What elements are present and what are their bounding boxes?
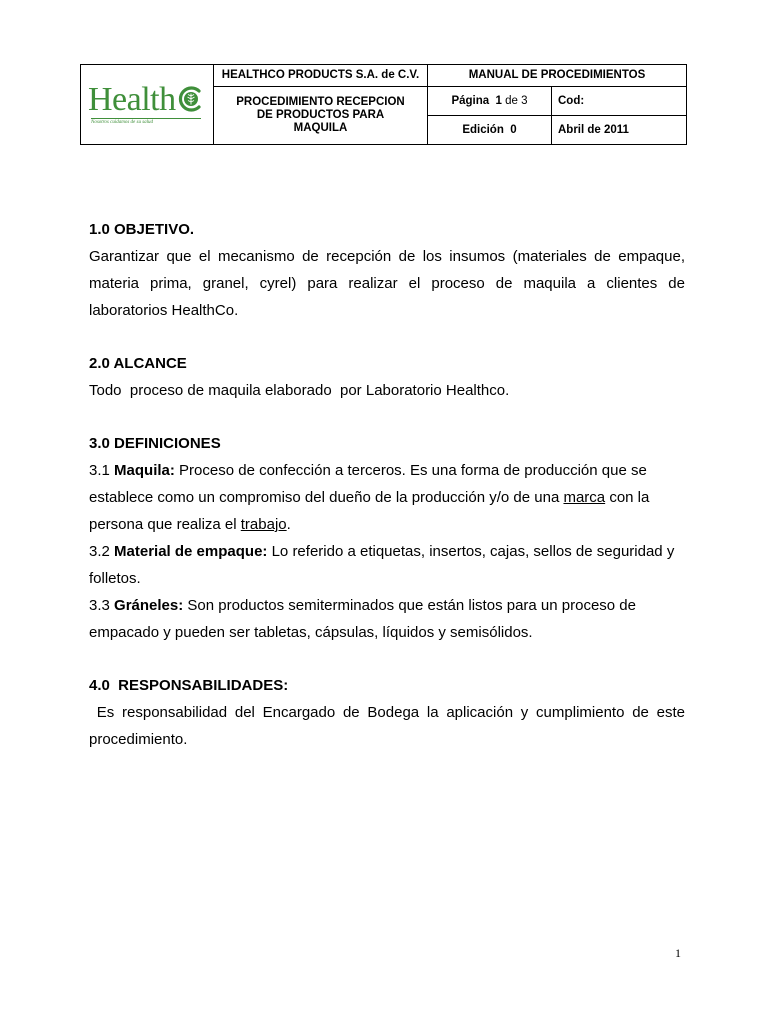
company-name: HEALTHCO PRODUCTS S.A. de C.V. bbox=[214, 65, 428, 87]
logo-cell bbox=[81, 65, 214, 145]
definition-maquila bbox=[89, 457, 685, 538]
page-total: 3 bbox=[521, 94, 528, 107]
section-heading-alcance: 2.0 ALCANCE bbox=[89, 355, 187, 372]
definition-term: Material de empaque: bbox=[114, 543, 268, 560]
procedure-title bbox=[214, 87, 428, 145]
section-text-responsabilidades: Es responsabilidad del Encargado de Bodega la aplicación y cumplimiento de este procedimiento. bbox=[89, 704, 690, 748]
page-label: Página bbox=[451, 94, 490, 107]
date-cell: Abril de 2011 bbox=[552, 116, 687, 145]
definition-text: con la persona que realiza el bbox=[89, 489, 650, 533]
definition-text: . bbox=[286, 516, 291, 533]
trabajo-link[interactable]: trabajo bbox=[240, 516, 287, 533]
definition-term: Maquila: bbox=[114, 462, 175, 479]
definition-term: Gráneles: bbox=[114, 597, 184, 614]
definition-text: Son productos semiterminados que están listos para un proceso de empacado y pueden ser tabletas, cápsulas, líquidos y semisólidos. bbox=[89, 597, 636, 641]
section-heading-responsabilidades: 4.0 RESPONSABILIDADES: bbox=[89, 677, 289, 694]
cod-cell: Cod: bbox=[552, 87, 687, 116]
page-indicator bbox=[428, 87, 552, 116]
manual-title: MANUAL DE PROCEDIMIENTOS bbox=[428, 65, 687, 87]
definition-text: Proceso de confección a terceros. Es una forma de producción que se establece como un compromiso del dueño de la producción y/o de una bbox=[89, 462, 647, 506]
definition-text: Lo referido a etiquetas, insertos, cajas, sellos de seguridad y folletos. bbox=[89, 543, 675, 587]
definition-number: 3.1 bbox=[89, 462, 115, 479]
procedure-title-line: DE PRODUCTOS PARA bbox=[256, 109, 385, 121]
document-body bbox=[89, 216, 690, 753]
leaf-c-icon bbox=[177, 85, 205, 113]
section-heading-definiciones: 3.0 DEFINICIONES bbox=[89, 435, 221, 452]
page-number: 1 bbox=[675, 946, 681, 960]
definition-number: 3.2 bbox=[89, 543, 115, 560]
procedure-title-line: MAQUILA bbox=[293, 122, 348, 134]
edition-value: 0 bbox=[510, 123, 517, 136]
logo-tagline: Nosotros cuidamos de su salud bbox=[91, 118, 201, 126]
page-current: 1 bbox=[495, 94, 502, 107]
definition-material-empaque bbox=[89, 538, 685, 592]
logo-wordmark: Health bbox=[88, 80, 176, 118]
page-of: de bbox=[505, 94, 518, 107]
section-text-alcance: Todo proceso de maquila elaborado por Laboratorio Healthco. bbox=[89, 382, 510, 399]
document-header-table bbox=[80, 64, 687, 145]
section-text-objetivo: Garantizar que el mecanismo de recepción de los insumos (materiales de empaque, materia prima, granel, cyrel) para realizar el proceso de maquila a clientes de laboratorios HealthCo. bbox=[89, 248, 685, 319]
definition-graneles bbox=[89, 592, 685, 646]
procedure-title-line: PROCEDIMIENTO RECEPCION bbox=[236, 96, 405, 108]
edition-cell bbox=[428, 116, 552, 145]
definition-number: 3.3 bbox=[89, 597, 115, 614]
section-heading-objetivo: 1.0 OBJETIVO. bbox=[89, 221, 195, 238]
edition-label: Edición bbox=[462, 123, 504, 136]
healthco-logo bbox=[85, 77, 209, 133]
marca-link[interactable]: marca bbox=[563, 489, 606, 506]
